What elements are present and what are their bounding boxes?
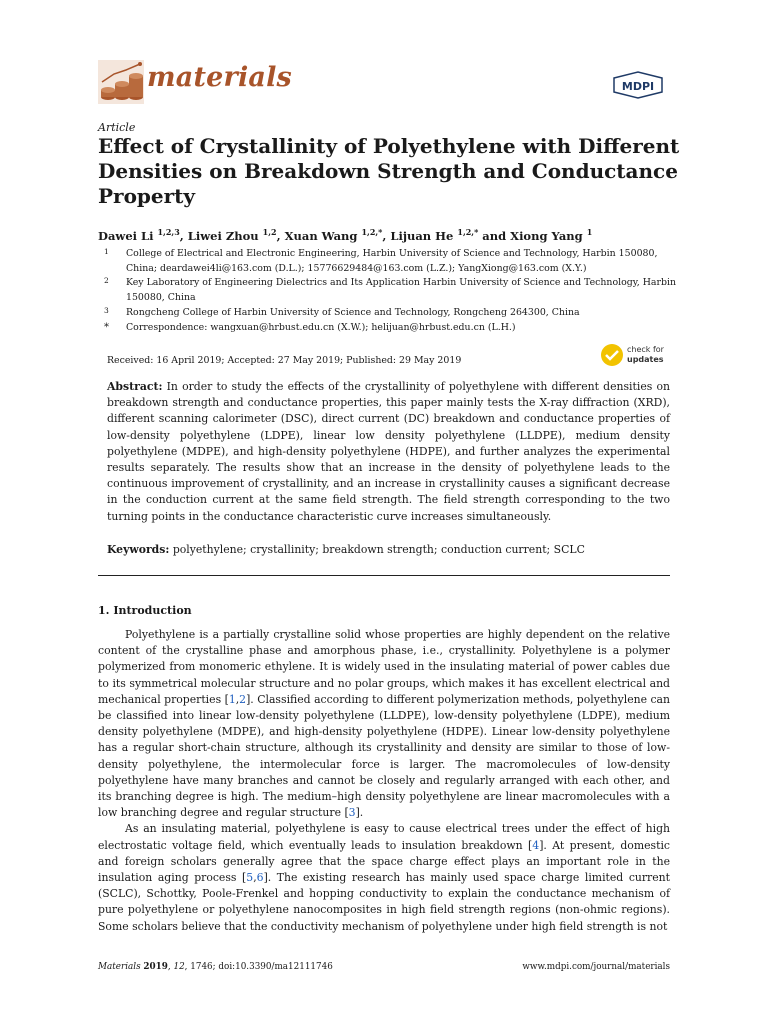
author-affiliation-mark: 1	[586, 227, 593, 237]
author-separator: and	[478, 228, 511, 243]
affiliation-text: Key Laboratory of Engineering Dielectrics and Its Application Harbin University of Science and Technology, Harbin 150080, China	[126, 277, 677, 304]
journal-logo-icon	[98, 60, 144, 104]
author-affiliation-mark: 1,2,*	[457, 227, 479, 237]
section-heading: 1. Introduction	[98, 604, 192, 617]
publication-dates: Received: 16 April 2019; Accepted: 27 May 2019; Published: 29 May 2019	[107, 355, 462, 366]
citation-link[interactable]: 5	[246, 871, 254, 885]
footer-year: 2019	[143, 962, 168, 972]
affiliation-text: College of Electrical and Electronic Engineering, Harbin University of Science and Technology, Harbin 150080, China; deardawei4li@163.com (D.L.); 15776629484@163.com (L.Z.); YangXiong@163.com (X.Y.)	[126, 248, 658, 274]
author-separator: ,	[382, 228, 391, 243]
journal-name: materials	[147, 62, 292, 93]
author-affiliation-mark: 1,2	[262, 227, 277, 237]
citation-link[interactable]: 1	[228, 692, 236, 706]
affiliation-text: Rongcheng College of Harbin University of Science and Technology, Rongcheng 264300, China	[126, 306, 580, 318]
section-divider	[98, 575, 670, 576]
citation-link[interactable]: 6	[256, 871, 264, 885]
affiliation-item	[98, 247, 678, 276]
footer-doi: , 1746; doi:10.3390/ma12111746	[184, 962, 333, 972]
check-updates-icon	[600, 343, 624, 367]
affiliation-mark: 2	[104, 276, 109, 286]
publisher-logo-text: MDPI	[621, 80, 655, 93]
footer-journal: Materials	[98, 962, 141, 972]
affiliation-text: Correspondence: wangxuan@hrbust.edu.cn (X.W.); helijuan@hrbust.edu.cn (L.H.)	[126, 321, 516, 333]
affiliation-item	[98, 321, 678, 336]
author-name: Dawei Li	[98, 228, 154, 243]
affiliation-item	[98, 276, 678, 305]
abstract	[107, 379, 670, 525]
check-for-updates-badge[interactable]	[600, 343, 670, 369]
intro-paragraph-1: Polyethylene is a partially crystalline solid whose properties are highly dependent on the relative content of the crystalline phase and amorphous phase, i.e., crystallinity. Polyethylene is a polymer polymerized from monomeric ethylene. It is widely used in the insulating material of power cables due to its symmetrical molecular structure and no polar groups, which makes it has excellent electrical and mechanical properties [1,2]. Classified according to different polymerization methods, polyethylene can be classified into linear low-density polyethylene (LLDPE), low-density polyethylene (LDPE), medium density polyethylene (MDPE), and high-density polyethylene (HDPE). Linear low-density polyethylene has a regular short-chain structure, although its crystallinity and density are similar to those of low-density polyethylene, the intermolecular force is larger. The macromolecules of low-density polyethylene have many branches and cannot be closely and regularly arranged with each other, and its branching degree is high. The medium–high density polyethylene are linear macromolecules with a low branching degree and regular structure [3].	[98, 628, 670, 820]
footer-url[interactable]: www.mdpi.com/journal/materials	[522, 962, 670, 972]
affiliation-mark: *	[104, 321, 109, 333]
footer-citation: Materials 2019, 12, 1746; doi:10.3390/ma12111746	[98, 962, 333, 972]
article-title: Effect of Crystallinity of Polyethylene with Different Densities on Breakdown Strength and Conductance Property	[98, 134, 680, 208]
mdpi-logo-icon	[610, 70, 666, 100]
citation-link[interactable]: 3	[348, 806, 356, 820]
author-name: Xuan Wang	[284, 228, 358, 243]
abstract-text: In order to study the effects of the crystallinity of polyethylene with different densities on breakdown strength and conductance properties, this paper mainly tests the X-ray diffraction (XRD), different scanning calorimeter (DSC), direct current (DC) breakdown and conductance properties of low-density polyethylene (LDPE), linear low density polyethylene (LLDPE), medium density polyethylene (MDPE), and high-density polyethylene (HDPE), and further analyzes the experimental results separately. The results show that an increase in the density of polyethylene leads to the continuous improvement of crystallinity, and an increase in crystallinity causes a significant decrease in the conduction current at the same field strength. The field strength corresponding to the two turning points in the conductance characteristic curve increases simultaneously.	[107, 380, 670, 523]
check-updates-line1: check for	[627, 345, 664, 354]
author-separator: ,	[179, 228, 188, 243]
citation-link[interactable]: 4	[532, 838, 540, 852]
author-separator: ,	[276, 228, 285, 243]
keywords-label: Keywords:	[107, 543, 170, 556]
author-name: Liwei Zhou	[187, 228, 259, 243]
abstract-label: Abstract:	[107, 380, 163, 393]
keywords-text: polyethylene; crystallinity; breakdown strength; conduction current; SCLC	[172, 543, 585, 556]
affiliation-mark: 3	[104, 305, 109, 315]
article-type: Article	[98, 121, 136, 134]
author-affiliation-mark: 1,2,3	[157, 227, 180, 237]
author-name: Lijuan He	[390, 228, 454, 243]
introduction-body	[98, 627, 670, 935]
check-updates-line2: updates	[627, 355, 664, 364]
author-affiliation-mark: 1,2,*	[361, 227, 383, 237]
intro-paragraph-2: As an insulating material, polyethylene is easy to cause electrical trees under the effect of high electrostatic voltage field, which eventually leads to insulation breakdown [4]. At present, domestic and foreign scholars generally agree that the space charge effect plays an important role in the insulation aging process [5,6]. The existing research has mainly used space charge limited current (SCLC), Schottky, Poole-Frenkel and hopping conductivity to explain the conductance mechanism of pure polyethylene or polyethylene nanocomposites in high field strength regions (non-ohmic regions). Some scholars believe that the conductivity mechanism of polyethylene under high field strength is not	[98, 822, 671, 933]
affiliation-item	[98, 306, 678, 321]
citation-link[interactable]: 2	[239, 692, 247, 706]
author-list	[98, 227, 592, 243]
author-name: Xiong Yang	[510, 228, 583, 243]
affiliation-mark: 1	[104, 247, 109, 256]
keywords	[107, 543, 670, 556]
footer-volume: 12	[173, 962, 185, 972]
affiliations	[98, 247, 678, 335]
